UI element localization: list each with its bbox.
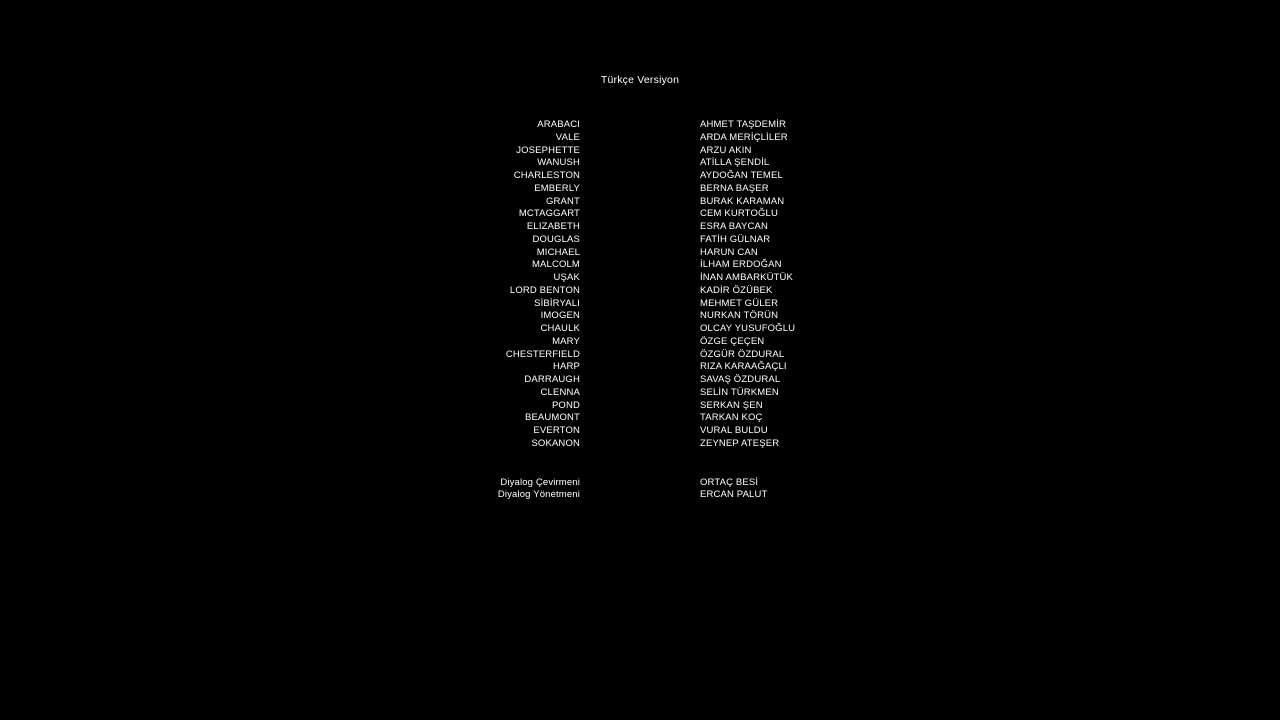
list-item: HARUN CAN [700,246,758,258]
list-item: MARY [552,335,580,347]
list-item: Diyalog Yönetmeni [497,489,580,501]
credits-container [0,119,1280,502]
list-item: FATİH GÜLNAR [700,233,771,245]
list-item: OLCAY YUSUFOĞLU [700,323,796,334]
list-item: SİBİRYALI [534,297,580,309]
crew-names-list [700,477,883,503]
list-item: EMBERLY [534,182,580,194]
list-item: VURAL BULDU [700,425,768,436]
list-item: WANUSH [537,157,580,169]
list-item: ORTAÇ BESİ [700,476,759,488]
list-item: UŞAK [553,272,580,283]
list-item: MEHMET GÜLER [700,297,779,309]
list-item: SOKANON [531,437,580,449]
list-item: BERNA BAŞER [700,182,769,194]
list-item: ERCAN PALUT [700,489,768,501]
list-item: BURAK KARAMAN [700,195,785,207]
list-item: CHARLESTON [513,170,580,181]
list-item: DOUGLAS [532,233,580,245]
list-item: SELİN TÜRKMEN [700,386,779,398]
list-item: ELIZABETH [526,221,580,232]
list-item: NURKAN TÖRÜN [700,310,779,322]
list-item: VALE [555,131,580,143]
list-item: KADİR ÖZÜBEK [700,284,773,296]
crew-roles-list [397,477,580,503]
list-item: MICHAEL [536,246,580,258]
cast-roles-list [397,119,580,451]
list-item: IMOGEN [540,310,580,322]
list-item: İNAN AMBARKÜTÜK [700,272,794,283]
list-item: AHMET TAŞDEMİR [700,119,787,130]
version-title: Türkçe Versiyon [600,74,680,86]
list-item: LORD BENTON [509,284,580,296]
list-item: MCTAGGART [518,208,580,220]
list-item: GRANT [546,195,580,207]
list-item: EVERTON [533,425,580,436]
list-item: Diyalog Çevirmeni [500,476,580,488]
list-item: ARDA MERİÇLİLER [700,131,788,143]
list-item: AYDOĞAN TEMEL [700,170,783,181]
list-item: POND [551,399,580,411]
credits-roles-column [397,119,580,502]
list-item: BEAUMONT [524,412,580,424]
list-item: SAVAŞ ÖZDURAL [700,374,781,385]
list-item: ESRA BAYCAN [700,221,768,232]
list-item: ATİLLA ŞENDİL [700,157,770,169]
column-spacer [580,119,700,502]
list-item: CLENNA [540,386,580,398]
cast-names-list [700,119,883,451]
list-item: CHESTERFIELD [505,348,580,360]
list-item: ARZU AKIN [700,144,752,156]
list-item: ÖZGÜR ÖZDURAL [700,348,785,360]
list-item: DARRAUGH [524,374,580,385]
list-item: CEM KURTOĞLU [700,208,778,220]
list-item: ZEYNEP ATEŞER [700,437,780,449]
list-item: CHAULK [540,323,580,334]
list-item: ARABACI [537,119,580,130]
credits-names-column [700,119,883,502]
list-item: TARKAN KOÇ [700,412,763,424]
list-item: MALCOLM [531,259,580,271]
section-spacer [700,451,883,477]
list-item: İLHAM ERDOĞAN [700,259,782,271]
list-item: JOSEPHETTE [516,144,580,156]
section-spacer [397,451,580,477]
list-item: HARP [553,361,580,373]
list-item: RIZA KARAAĞAÇLI [700,361,787,373]
list-item: ÖZGE ÇEÇEN [700,335,765,347]
list-item: SERKAN ŞEN [700,399,763,411]
